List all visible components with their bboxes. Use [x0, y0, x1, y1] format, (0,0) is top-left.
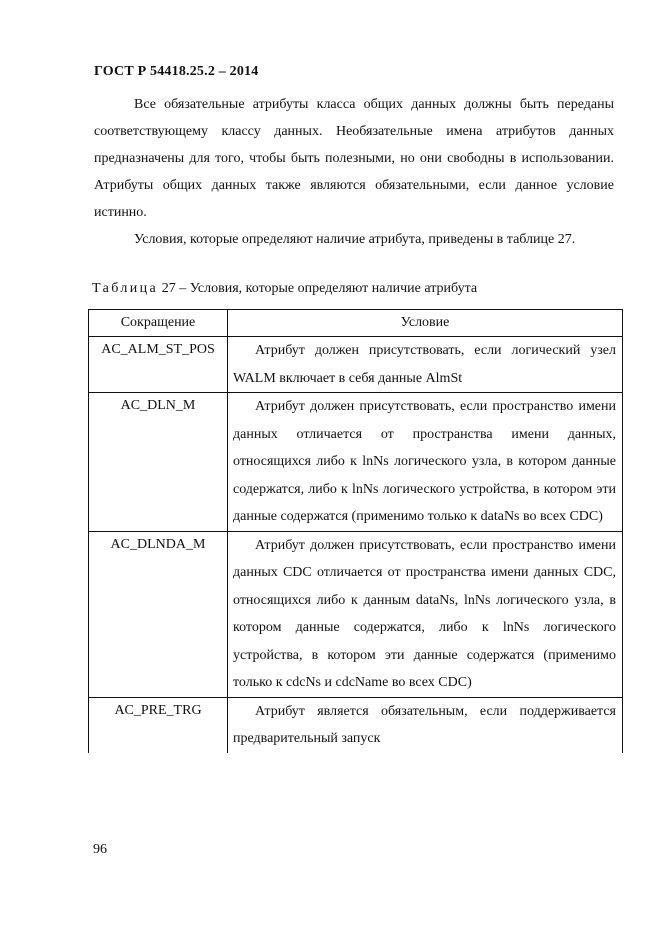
column-header-condition: Условие — [228, 310, 623, 337]
row-condition: Атрибут должен присутствовать, если пространство имени данных CDC отличается от пространства имени данных CDC, относящихся либо к данным dataNs, lnNs логического узла, в котором данные содержатся, либо к lnNs логического устройства, в котором эти данные содержатся (применимо только к cdcNs и cdcName во всех CDC) — [228, 531, 623, 697]
table-row — [89, 697, 623, 753]
row-abbreviation: AC_PRE_TRG — [89, 697, 228, 753]
row-abbreviation: AC_ALM_ST_POS — [89, 337, 228, 393]
conditions-table — [88, 309, 623, 753]
table-caption — [92, 281, 477, 297]
table-row — [89, 393, 623, 532]
page-number: 96 — [93, 842, 107, 857]
row-condition: Атрибут является обязательным, если поддерживается предварительный запуск — [228, 697, 623, 753]
body-paragraph-2: Условия, которые определяют наличие атрибута, приведены в таблице 27. — [134, 232, 576, 247]
table-caption-label: Таблица — [92, 281, 159, 296]
table-caption-title: 27 – Условия, которые определяют наличие атрибута — [158, 281, 478, 296]
row-condition: Атрибут должен присутствовать, если логический узел WALM включает в себя данные AlmSt — [228, 337, 623, 393]
table-row — [89, 337, 623, 393]
table-header-row — [89, 310, 623, 337]
row-abbreviation: AC_DLN_M — [89, 393, 228, 532]
row-abbreviation: AC_DLNDA_M — [89, 531, 228, 697]
column-header-abbreviation: Сокращение — [89, 310, 228, 337]
table-row — [89, 531, 623, 697]
body-paragraph-1: Все обязательные атрибуты класса общих данных должны быть переданы соответствующему классу данных. Необязательные имена атрибутов данных предназначены для того, чтобы быть полезными, но они свободны в использовании. Атрибуты общих данных также являются обязательными, если данное условие истинно. — [94, 97, 614, 220]
document-header: ГОСТ Р 54418.25.2 – 2014 — [94, 64, 259, 79]
row-condition: Атрибут должен присутствовать, если пространство имени данных отличается от пространства имени данных, относящихся либо к lnNs логического узла, в котором данные содержатся, либо к lnNs логического устройства, в котором эти данные содержатся (применимо только к dataNs во всех CDC) — [228, 393, 623, 532]
